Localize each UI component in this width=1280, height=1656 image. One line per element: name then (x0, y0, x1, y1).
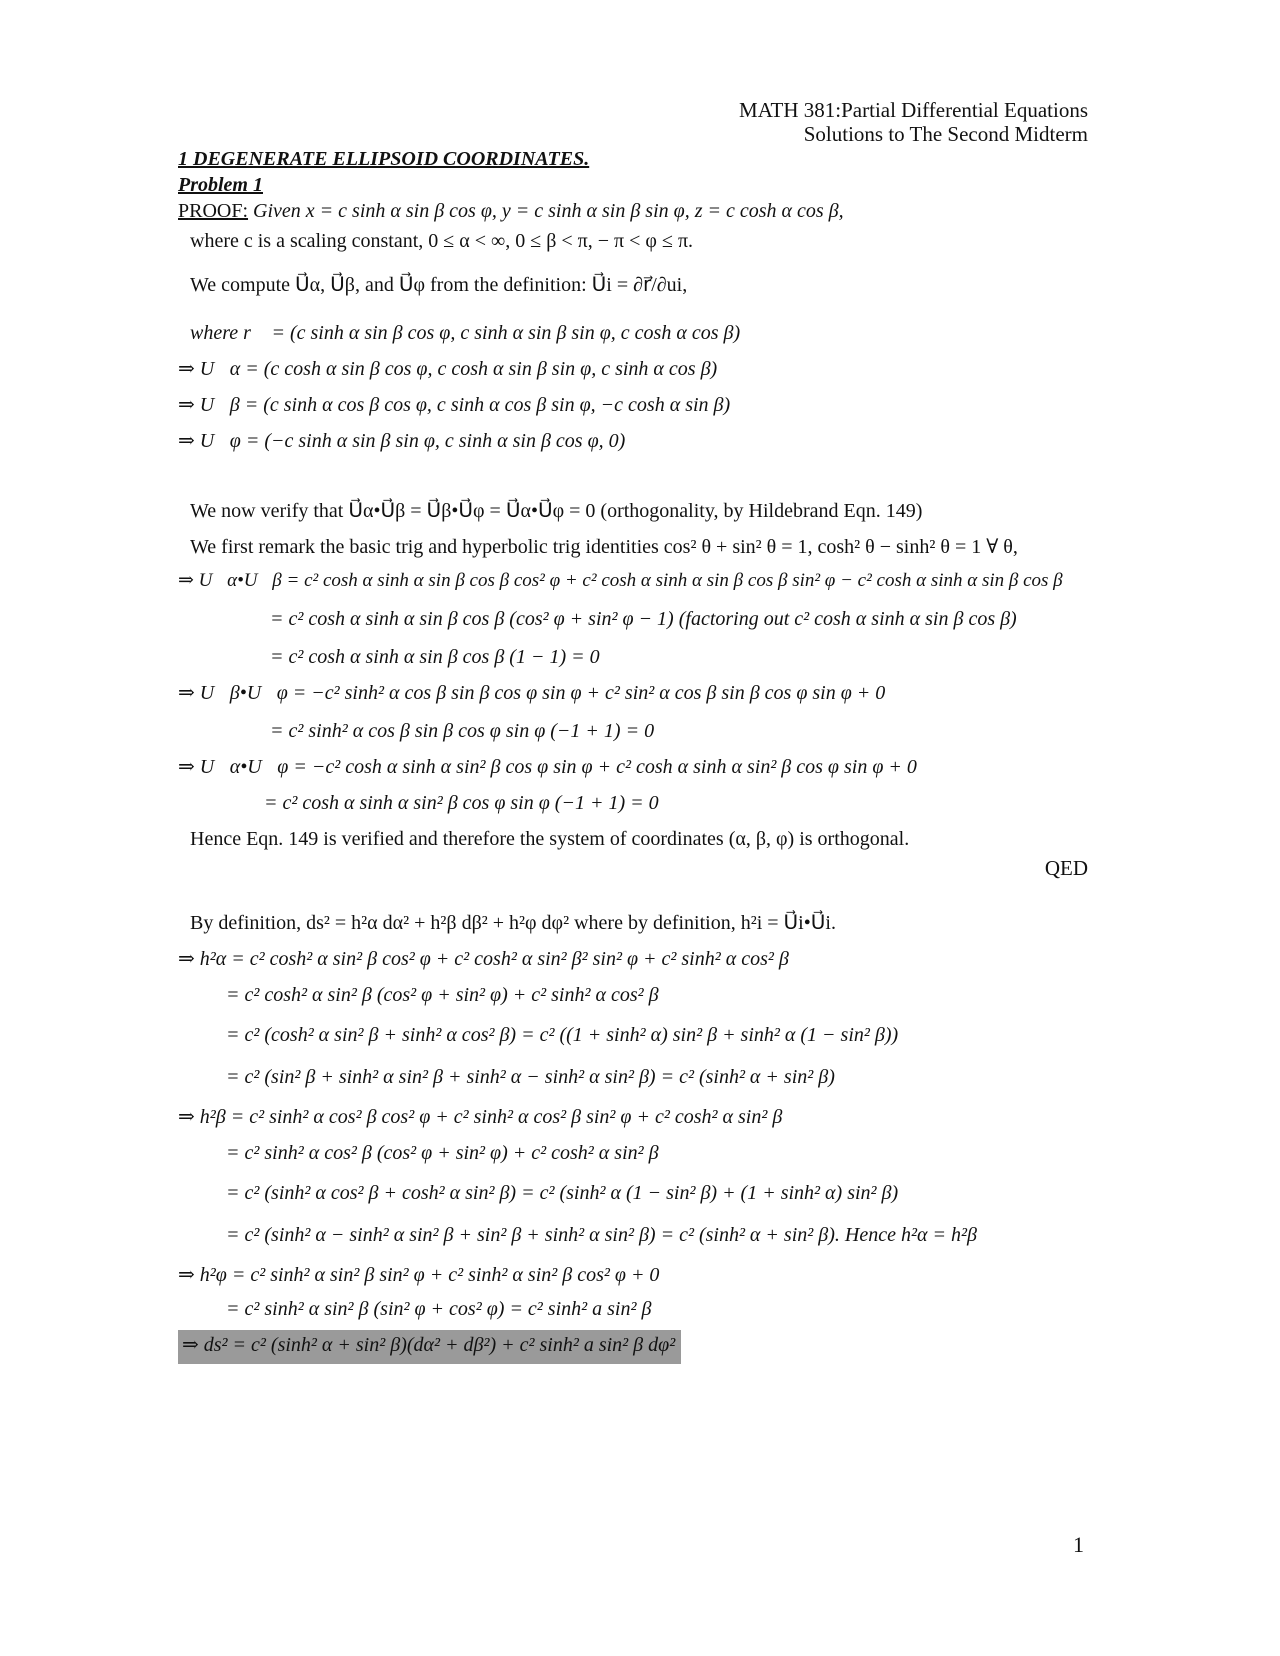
u-alpha-vector: ⇒ U⃗α = (c cosh α sin β cos φ, c cosh α sin β sin φ, c sinh α cos β) (178, 358, 718, 380)
h-alpha-1: ⇒ h²α = c² cosh² α sin² β cos² φ + c² cosh² α sin² β² sin² φ + c² sinh² α cos² β (178, 948, 789, 970)
h-phi-2: = c² sinh² α sin² β (sin² φ + cos² φ) = c² sinh² a sin² β (226, 1298, 652, 1320)
conclusion-orthogonal: Hence Eqn. 149 is verified and therefore the system of coordinates (α, β, φ) is orthogonal. (190, 828, 910, 850)
dot-alpha-beta-3: = c² cosh α sinh α sin β cos β (1 − 1) = 0 (270, 646, 600, 668)
h-alpha-3: = c² (cosh² α sin² β + sinh² α cos² β) = c² ((1 + sinh² α) sin² β + sinh² α (1 − sin² β)) (226, 1024, 899, 1046)
dot-alpha-beta-2: = c² cosh α sinh α sin β cos β (cos² φ + sin² φ − 1) (factoring out c² cosh α sinh α sin β cos β) (270, 608, 1017, 630)
u-beta-vector: ⇒ U⃗β = (c sinh α cos β cos φ, c sinh α cos β sin φ, −c cosh α sin β) (178, 394, 731, 416)
dot-beta-phi-1: ⇒ U⃗β•U⃗φ = −c² sinh² α cos β sin β cos φ sin φ + c² sin² α cos β sin β cos φ sin φ + 0 (178, 682, 886, 704)
course-title: MATH 381:Partial Differential Equations (739, 98, 1088, 122)
h-beta-4: = c² (sinh² α − sinh² α sin² β + sin² β + sinh² α sin² β) = c² (sinh² α + sin² β). Hence h²α = h²β (226, 1224, 977, 1246)
scaling-constant-line: where c is a scaling constant, 0 ≤ α < ∞, 0 ≤ β < π, − π < φ ≤ π. (190, 230, 694, 252)
orthogonality-statement: We now verify that U⃗α•U⃗β = U⃗β•U⃗φ = U⃗α•U⃗φ = 0 (orthogonality, by Hildebrand Eqn. 149) (190, 500, 923, 522)
final-metric-line (178, 1332, 681, 1358)
compute-line: We compute U⃗α, U⃗β, and U⃗φ from the definition: U⃗i = ∂r⃗/∂ui, (190, 274, 688, 296)
dot-alpha-phi-2: = c² cosh α sinh α sin² β cos φ sin φ (−1 + 1) = 0 (264, 792, 659, 814)
qed-mark: QED (1044, 856, 1088, 880)
page-number: 1 (1073, 1532, 1084, 1557)
dot-alpha-beta-1: ⇒ U⃗α•U⃗β = c² cosh α sinh α sin β cos β cos² φ + c² cosh α sinh α sin β cos β sin² φ − c² cosh α sinh α sin β cos β (178, 570, 1063, 591)
given-line (178, 198, 844, 224)
h-phi-1: ⇒ h²φ = c² sinh² α sin² β sin² φ + c² sinh² α sin² β cos² φ + 0 (178, 1264, 660, 1286)
h-beta-2: = c² sinh² α cos² β (cos² φ + sin² φ) + c² cosh² α sin² β (226, 1142, 659, 1164)
given-equations: Given x = c sinh α sin β cos φ, y = c sinh α sin β sin φ, z = c cosh α cos β, (253, 200, 844, 222)
h-alpha-4: = c² (sin² β + sinh² α sin² β + sinh² α − sinh² α sin² β) = c² (sinh² α + sin² β) (226, 1066, 835, 1088)
h-beta-3: = c² (sinh² α cos² β + cosh² α sin² β) = c² (sinh² α (1 − sin² β) + (1 + sinh² α) sin² β) (226, 1182, 899, 1204)
dot-beta-phi-2: = c² sinh² α cos β sin β cos φ sin φ (−1 + 1) = 0 (270, 720, 655, 742)
metric-definition: By definition, ds² = h²α dα² + h²β dβ² + h²φ dφ² where by definition, h²i = U⃗i•U⃗i. (190, 912, 836, 934)
highlighted-result: ⇒ ds² = c² (sinh² α + sin² β)(dα² + dβ²) + c² sinh² a sin² β dφ² (178, 1330, 681, 1364)
trig-identities-remark: We first remark the basic trig and hyperbolic trig identities cos² θ + sin² θ = 1, cosh² θ − sinh² θ = 1 ∀ θ, (190, 536, 1018, 558)
proof-label: PROOF: (178, 200, 249, 222)
u-phi-vector: ⇒ U⃗φ = (−c sinh α sin β sin φ, c sinh α sin β cos φ, 0) (178, 430, 626, 452)
problem-title: Problem 1 (178, 174, 263, 196)
h-alpha-2: = c² cosh² α sin² β (cos² φ + sin² φ) + c² sinh² α cos² β (226, 984, 659, 1006)
h-beta-1: ⇒ h²β = c² sinh² α cos² β cos² φ + c² sinh² α cos² β sin² φ + c² cosh² α sin² β (178, 1106, 783, 1128)
document-subtitle: Solutions to The Second Midterm (803, 122, 1088, 146)
dot-alpha-phi-1: ⇒ U⃗α•U⃗φ = −c² cosh α sinh α sin² β cos φ sin φ + c² cosh α sinh α sin² β cos φ sin φ + 0 (178, 756, 917, 778)
section-title: 1 DEGENERATE ELLIPSOID COORDINATES. (178, 148, 590, 170)
r-vector-definition: where r⃗ = (c sinh α sin β cos φ, c sinh α sin β sin φ, c cosh α cos β) (190, 322, 741, 344)
